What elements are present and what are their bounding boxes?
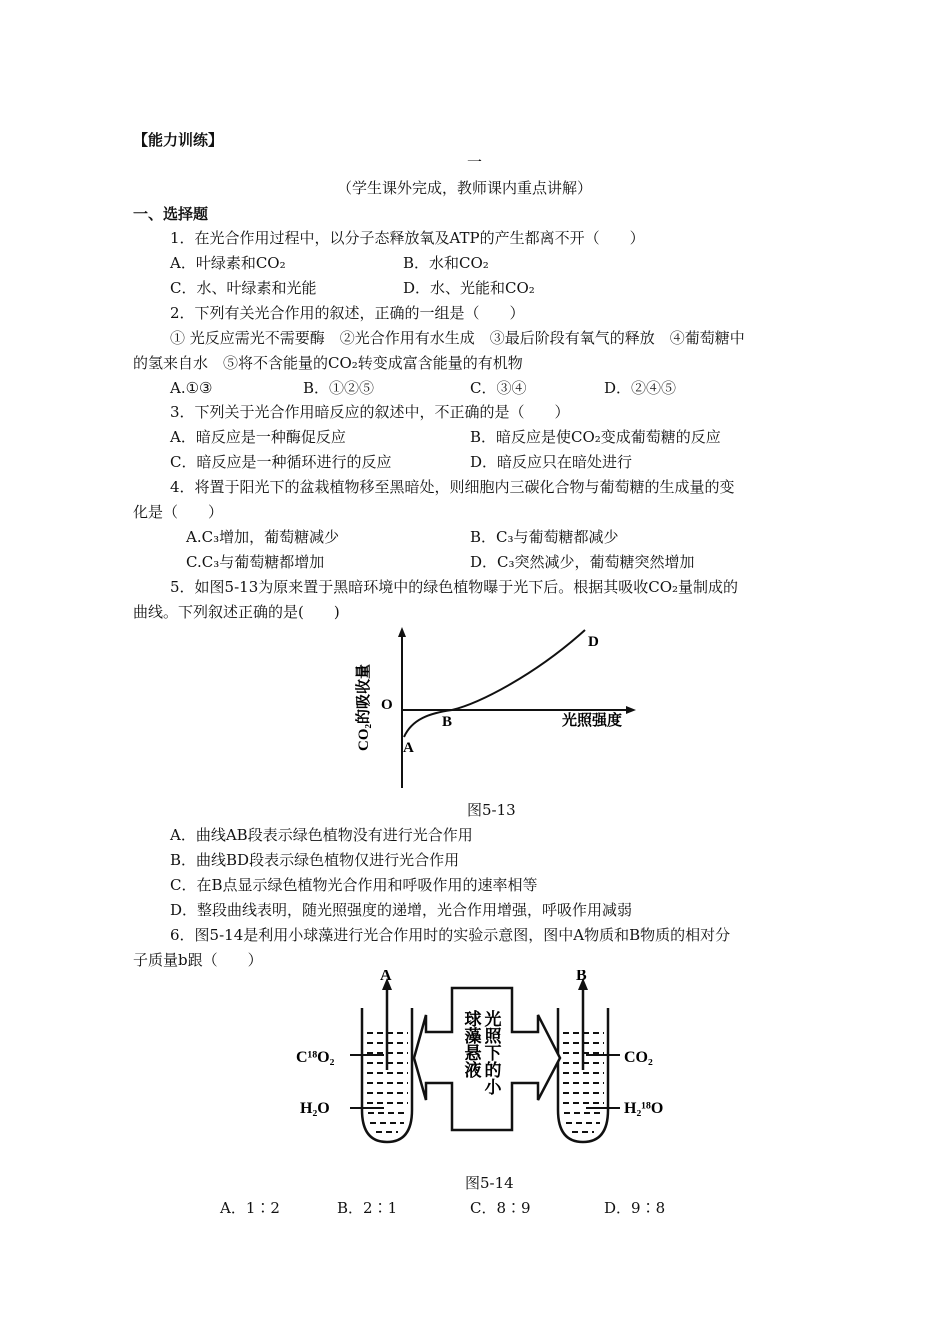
q2-line2: 的氢来自水 ⑤将不含能量的CO₂转变成富含能量的有机物: [133, 354, 523, 372]
q6-option-d: D．9∶8: [604, 1199, 666, 1217]
q1-stem: 1．在光合作用过程中，以分子态释放氧及ATP的产生都离不开（ ）: [170, 229, 645, 247]
point-a-label: A: [403, 740, 414, 756]
q2-option-b: B．①②⑤: [303, 379, 375, 397]
origin-label: O: [381, 697, 393, 713]
q2-option-d: D．②④⑤: [604, 379, 677, 397]
x-axis-arrow: [626, 706, 636, 714]
section-title: 一、选择题: [133, 205, 209, 223]
q3-option-c: C．暗反应是一种循环进行的反应: [170, 453, 392, 471]
q3-option-a: A．暗反应是一种酶促反应: [170, 428, 346, 446]
q1-option-b: B．水和CO₂: [403, 254, 489, 272]
header-dash: 一: [467, 153, 483, 171]
q6-stem-line2: 子质量b跟（ ）: [133, 951, 263, 969]
center-text-column-1: 光照下的小: [481, 1010, 501, 1095]
right-top-label: CO₂: [624, 1049, 653, 1066]
y-axis-arrow: [398, 627, 406, 637]
left-test-tube: [362, 978, 412, 1142]
q2-option-c: C．③④: [470, 379, 527, 397]
q4-option-c: C.C₃与葡萄糖都增加: [186, 553, 325, 571]
figure-5-14: [290, 970, 700, 1150]
header-note: （学生课外完成，教师课内重点讲解）: [337, 179, 593, 197]
q3-stem: 3．下列关于光合作用暗反应的叙述中，不正确的是（ ）: [170, 403, 570, 421]
figure-5-14-caption: 图5-14: [465, 1174, 514, 1192]
q5-option-b: B．曲线BD段表示绿色植物仅进行光合作用: [170, 851, 460, 869]
point-b-label: B: [442, 714, 453, 730]
tube-a-label: A: [380, 970, 392, 984]
q6-option-a: A．1∶2: [220, 1199, 280, 1217]
figure-5-13: [340, 625, 640, 790]
q6-option-c: C．8∶9: [470, 1199, 531, 1217]
q4-stem-line1: 4．将置于阳光下的盆栽植物移至黑暗处，则细胞内三碳化合物与葡萄糖的生成量的变: [170, 478, 735, 496]
y-axis-label: CO₂的吸收量: [356, 664, 372, 751]
right-test-tube: [558, 978, 608, 1142]
q5-option-c: C．在B点显示绿色植物光合作用和呼吸作用的速率相等: [170, 876, 538, 894]
point-d-label: D: [588, 634, 599, 650]
left-top-label: C¹⁸O₂: [296, 1049, 335, 1066]
center-text-column-2: 球藻悬液: [461, 1010, 481, 1078]
q2-stem: 2．下列有关光合作用的叙述，正确的一组是（ ）: [170, 304, 525, 322]
q5-stem-line1: 5．如图5-13为原来置于黑暗环境中的绿色植物曝于光下后。根据其吸收CO₂量制成的: [170, 578, 739, 596]
figure-5-13-caption: 图5-13: [467, 801, 516, 819]
q3-option-d: D．暗反应只在暗处进行: [470, 453, 633, 471]
tube-b-label: B: [576, 970, 587, 984]
q1-option-a: A．叶绿素和CO₂: [170, 254, 286, 272]
q2-option-a: A.①③: [170, 379, 213, 397]
left-bottom-label: H₂O: [300, 1100, 330, 1117]
q3-option-b: B．暗反应是使CO₂变成葡萄糖的反应: [470, 428, 721, 446]
q4-option-d: D．C₃突然减少，葡萄糖突然增加: [470, 553, 695, 571]
right-bottom-label: H₂¹⁸O: [624, 1100, 664, 1117]
q5-stem-line2: 曲线。下列叙述正确的是( ): [133, 603, 340, 621]
x-axis-label: 光照强度: [562, 713, 623, 729]
page-title: 【能力训练】: [133, 131, 224, 149]
q4-option-a: A.C₃增加，葡萄糖减少: [186, 528, 340, 546]
q2-line1: ① 光反应需光不需要酶 ②光合作用有水生成 ③最后阶段有氧气的释放 ④葡萄糖中: [170, 329, 745, 347]
q5-option-d: D．整段曲线表明，随光照强度的递增，光合作用增强，呼吸作用减弱: [170, 901, 633, 919]
q4-stem-line2: 化是（ ）: [133, 503, 224, 521]
q1-option-d: D．水、光能和CO₂: [403, 279, 535, 297]
q6-option-b: B．2∶1: [337, 1199, 398, 1217]
q5-option-a: A．曲线AB段表示绿色植物没有进行光合作用: [170, 826, 473, 844]
q1-option-c: C．水、叶绿素和光能: [170, 279, 317, 297]
q4-option-b: B．C₃与葡萄糖都减少: [470, 528, 619, 546]
absorption-curve: [404, 630, 585, 737]
q6-stem-line1: 6．图5-14是利用小球藻进行光合作用时的实验示意图，图中A物质和B物质的相对分: [170, 926, 731, 944]
